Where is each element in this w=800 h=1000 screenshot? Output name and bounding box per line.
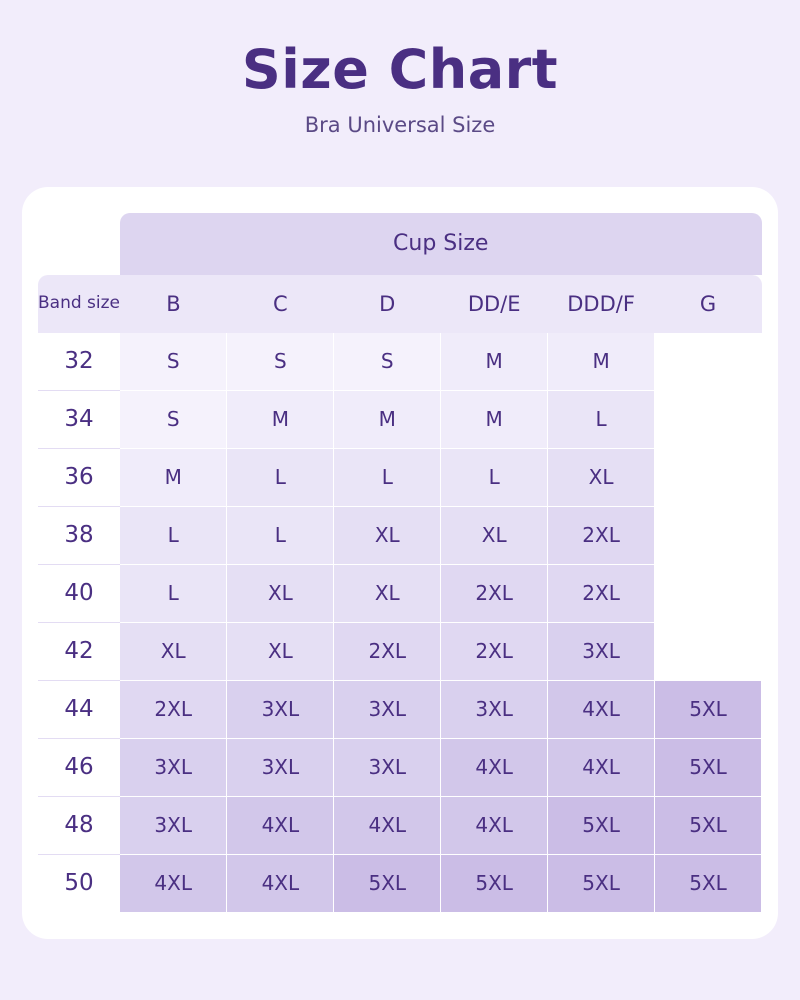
size-cell: M [334,390,441,448]
size-cell [655,622,762,680]
size-cell [655,333,762,391]
size-cell: 5XL [655,680,762,738]
table-row [38,854,762,912]
cup-size-header: Cup Size [120,213,762,275]
size-cell: 5XL [655,854,762,912]
size-cell: XL [227,564,334,622]
table-row [38,506,762,564]
table-body [38,333,762,913]
band-size-cell: 36 [38,448,120,506]
size-cell: 3XL [227,738,334,796]
corner-blank-cell [38,213,120,275]
cup-column-header-g: G [655,275,762,333]
table-row [38,622,762,680]
size-cell: 3XL [227,680,334,738]
size-cell: 3XL [441,680,548,738]
size-cell: 4XL [441,738,548,796]
cup-column-header-d: D [334,275,441,333]
size-cell: S [227,333,334,391]
table-head-column-row [38,275,762,333]
size-cell: 4XL [334,796,441,854]
size-cell: 4XL [548,680,655,738]
size-cell [655,390,762,448]
band-size-cell: 48 [38,796,120,854]
cup-column-header-c: C [227,275,334,333]
band-size-cell: 50 [38,854,120,912]
size-cell: XL [120,622,227,680]
size-cell: S [334,333,441,391]
size-cell: 4XL [120,854,227,912]
size-cell: M [548,333,655,391]
size-cell: 2XL [334,622,441,680]
size-cell: L [441,448,548,506]
size-cell: 4XL [548,738,655,796]
size-cell: M [120,448,227,506]
size-cell: L [227,506,334,564]
size-cell: 4XL [227,854,334,912]
size-cell: 2XL [120,680,227,738]
size-cell: XL [548,448,655,506]
band-size-cell: 32 [38,333,120,391]
size-cell: L [548,390,655,448]
size-cell: S [120,333,227,391]
size-cell: L [334,448,441,506]
band-size-cell: 34 [38,390,120,448]
size-cell: XL [334,506,441,564]
table-row [38,448,762,506]
cup-column-header-ddd-f: DDD/F [548,275,655,333]
size-cell: 3XL [334,680,441,738]
size-cell [655,448,762,506]
size-cell: L [120,564,227,622]
size-cell [655,506,762,564]
band-size-cell: 42 [38,622,120,680]
size-cell: 4XL [227,796,334,854]
size-cell: M [441,390,548,448]
size-cell: M [441,333,548,391]
cup-column-header-dd-e: DD/E [441,275,548,333]
size-cell: 2XL [548,506,655,564]
size-cell: XL [227,622,334,680]
size-cell: 5XL [334,854,441,912]
size-cell: M [227,390,334,448]
size-table-card [22,187,778,939]
page-subtitle: Bra Universal Size [304,112,496,137]
size-cell: XL [334,564,441,622]
size-cell: 2XL [441,622,548,680]
table-row [38,564,762,622]
size-cell: 5XL [655,796,762,854]
table-row [38,333,762,391]
band-size-header: Band size [38,275,120,333]
size-cell: 5XL [548,854,655,912]
table-head-group-row [38,213,762,275]
size-cell: 3XL [120,796,227,854]
size-cell [655,564,762,622]
size-cell: 3XL [334,738,441,796]
size-cell: 5XL [441,854,548,912]
size-cell: 5XL [548,796,655,854]
size-cell: 2XL [548,564,655,622]
size-cell: 4XL [441,796,548,854]
page-header [0,0,800,137]
size-cell: XL [441,506,548,564]
band-size-cell: 44 [38,680,120,738]
size-cell: S [120,390,227,448]
table-row [38,680,762,738]
size-cell: L [227,448,334,506]
table-row [38,796,762,854]
size-table [38,213,762,913]
size-cell: 3XL [120,738,227,796]
band-size-cell: 46 [38,738,120,796]
band-size-cell: 40 [38,564,120,622]
table-row [38,738,762,796]
table-row [38,390,762,448]
size-cell: 3XL [548,622,655,680]
cup-column-header-b: B [120,275,227,333]
band-size-cell: 38 [38,506,120,564]
size-cell: 2XL [441,564,548,622]
page-title: Size Chart [241,38,559,101]
size-cell: L [120,506,227,564]
size-cell: 5XL [655,738,762,796]
table-head [38,213,762,333]
